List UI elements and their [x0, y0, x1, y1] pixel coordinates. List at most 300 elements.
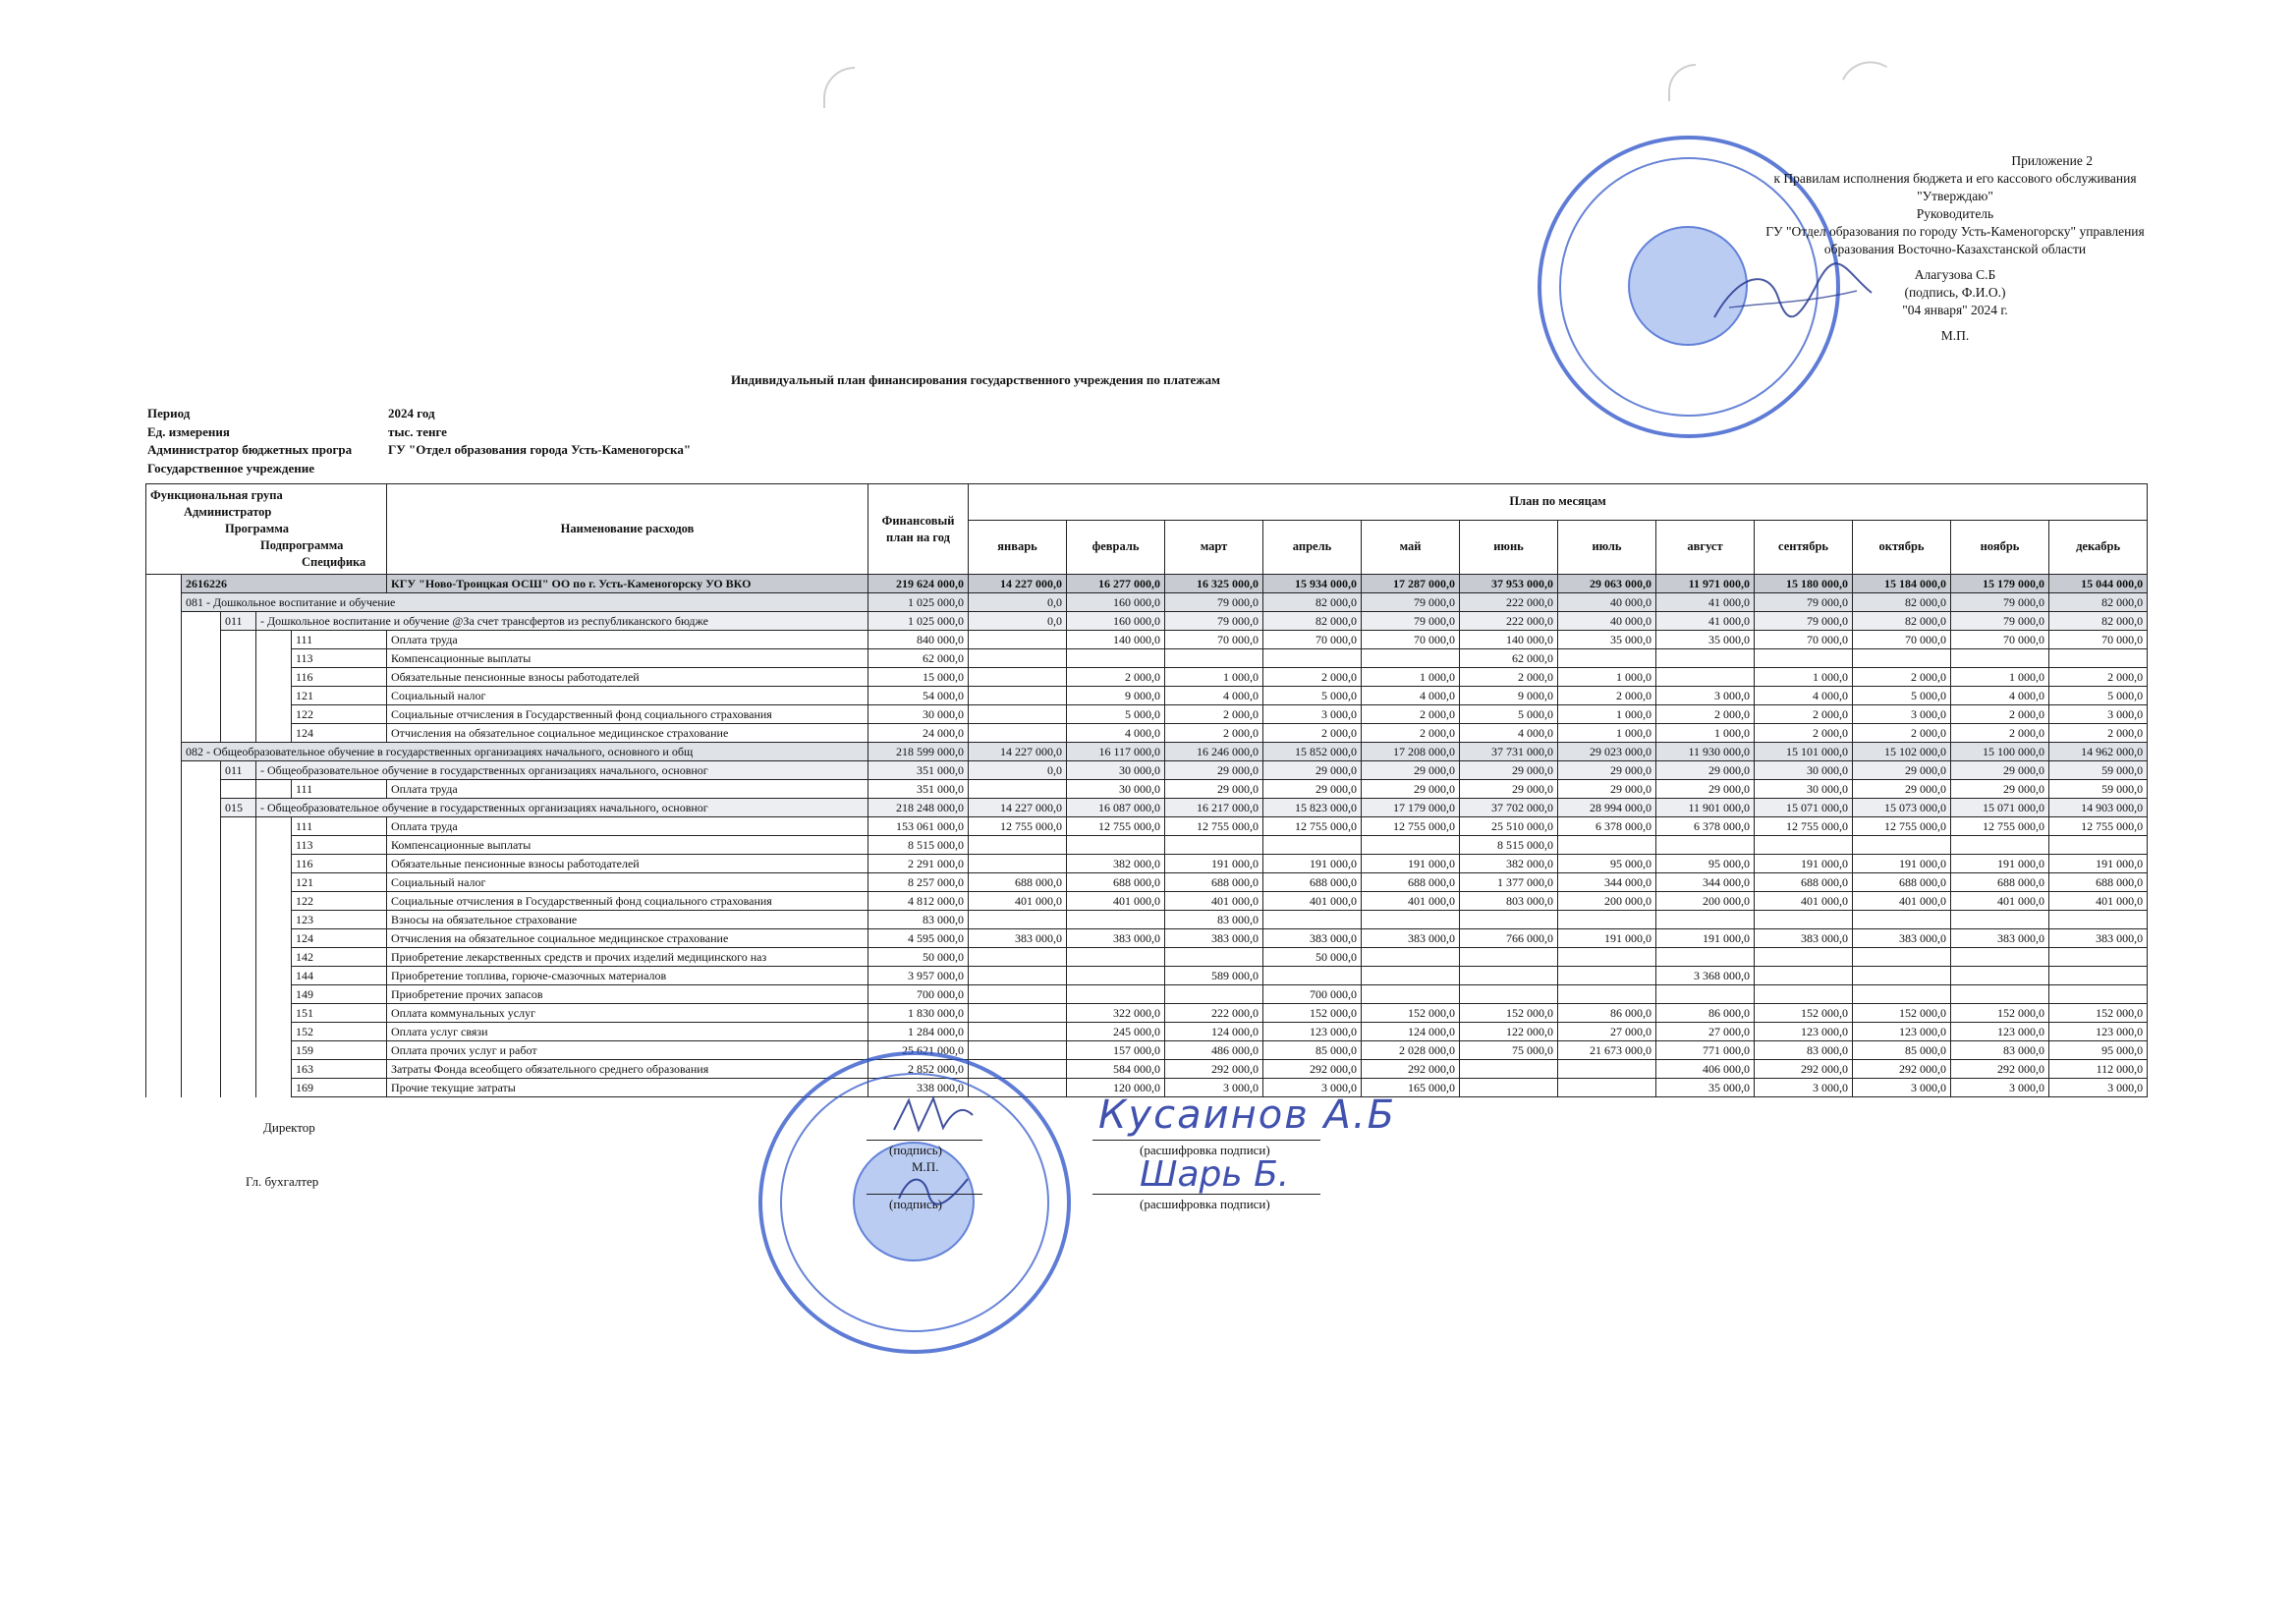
- month-header: апрель: [1263, 520, 1362, 574]
- month-value: [1067, 836, 1165, 855]
- month-value: [969, 668, 1067, 687]
- indent-cell: [146, 743, 182, 761]
- expense-name: Социальный налог: [387, 873, 868, 892]
- indent-cell: [182, 1079, 221, 1097]
- month-value: 95 000,0: [1656, 855, 1755, 873]
- month-value: 3 000,0: [1263, 705, 1362, 724]
- accountant-handwritten-name: Шарь Б.: [1140, 1154, 1290, 1195]
- month-value: [2049, 911, 2148, 929]
- indent-cell: [146, 612, 182, 631]
- expense-name: Приобретение лекарственных средств и прочих изделий медицинского наз: [387, 948, 868, 967]
- month-value: 75 000,0: [1460, 1041, 1558, 1060]
- month-value: 191 000,0: [1656, 929, 1755, 948]
- month-value: [1460, 911, 1558, 929]
- month-value: 292 000,0: [1951, 1060, 2049, 1079]
- indent-cell: [221, 892, 256, 911]
- month-value: [969, 780, 1067, 799]
- month-value: 3 000,0: [1656, 687, 1755, 705]
- month-value: 222 000,0: [1460, 593, 1558, 612]
- month-value: [1558, 967, 1656, 985]
- indent-cell: [256, 929, 292, 948]
- month-value: 29 000,0: [1263, 780, 1362, 799]
- month-value: 191 000,0: [1951, 855, 2049, 873]
- month-value: 123 000,0: [1263, 1023, 1362, 1041]
- month-value: 383 000,0: [1263, 929, 1362, 948]
- expense-name: Оплата услуг связи: [387, 1023, 868, 1041]
- annual-value: 700 000,0: [868, 985, 969, 1004]
- annual-value: 218 248 000,0: [868, 799, 969, 817]
- month-value: 15 852 000,0: [1263, 743, 1362, 761]
- month-value: 15 179 000,0: [1951, 575, 2049, 593]
- month-value: 12 755 000,0: [1165, 817, 1263, 836]
- financing-plan-table: [145, 483, 2148, 1097]
- month-value: 0,0: [969, 761, 1067, 780]
- month-value: [1067, 649, 1165, 668]
- month-value: [1558, 1079, 1656, 1097]
- month-value: 1 000,0: [1362, 668, 1460, 687]
- month-value: 383 000,0: [1951, 929, 2049, 948]
- annual-value: 4 812 000,0: [868, 892, 969, 911]
- month-value: [969, 1023, 1067, 1041]
- indent-cell: [221, 631, 256, 649]
- month-value: 9 000,0: [1460, 687, 1558, 705]
- month-value: [1067, 967, 1165, 985]
- indent-cell: [146, 631, 182, 649]
- indent-cell: [256, 724, 292, 743]
- indent-cell: [256, 948, 292, 967]
- month-value: 688 000,0: [1067, 873, 1165, 892]
- indent-cell: [182, 631, 221, 649]
- code-cell: 011: [221, 612, 256, 631]
- table-row: [146, 631, 2148, 649]
- org-name-cont: образования Восточно-Казахстанской области: [1823, 242, 2087, 256]
- indent-cell: [146, 799, 182, 817]
- code-cell: 149: [292, 985, 387, 1004]
- indent-cell: [221, 836, 256, 855]
- month-value: 37 731 000,0: [1460, 743, 1558, 761]
- month-value: [1755, 649, 1853, 668]
- month-value: 29 000,0: [1951, 780, 2049, 799]
- indent-cell: [256, 1041, 292, 1060]
- month-value: 191 000,0: [1165, 855, 1263, 873]
- annual-value: 24 000,0: [868, 724, 969, 743]
- month-value: 83 000,0: [1755, 1041, 1853, 1060]
- document-title: Индивидуальный план финансирования государственного учреждения по платежам: [730, 372, 1221, 387]
- month-value: 152 000,0: [1263, 1004, 1362, 1023]
- sign-caption: (подпись, Ф.И.О.): [1904, 285, 2006, 300]
- month-value: 152 000,0: [1853, 1004, 1951, 1023]
- month-value: 383 000,0: [1853, 929, 1951, 948]
- code-cell: 142: [292, 948, 387, 967]
- indent-cell: [256, 705, 292, 724]
- code-cell: 113: [292, 836, 387, 855]
- scan-artifact: [1842, 51, 1887, 94]
- code-cell: 111: [292, 817, 387, 836]
- month-value: 2 000,0: [1853, 668, 1951, 687]
- month-value: 35 000,0: [1558, 631, 1656, 649]
- month-value: 344 000,0: [1558, 873, 1656, 892]
- table-row: [146, 873, 2148, 892]
- month-value: 70 000,0: [1853, 631, 1951, 649]
- month-value: 152 000,0: [1951, 1004, 2049, 1023]
- month-value: [969, 836, 1067, 855]
- expense-name: Оплата коммунальных услуг: [387, 1004, 868, 1023]
- month-value: [1067, 911, 1165, 929]
- month-value: 120 000,0: [1067, 1079, 1165, 1097]
- indent-cell: [182, 873, 221, 892]
- annual-value: 25 621 000,0: [868, 1041, 969, 1060]
- month-value: 401 000,0: [1067, 892, 1165, 911]
- month-value: 79 000,0: [1165, 612, 1263, 631]
- appendix-rule: к Правилам исполнения бюджета и его кассового обслуживания: [1773, 171, 2137, 186]
- month-value: 5 000,0: [1853, 687, 1951, 705]
- month-value: 12 755 000,0: [969, 817, 1067, 836]
- month-value: 2 000,0: [2049, 668, 2148, 687]
- indent-cell: [146, 1060, 182, 1079]
- month-value: [1165, 649, 1263, 668]
- month-value: [969, 855, 1067, 873]
- expense-name: - Общеобразовательное обучение в государственных организациях начального, основног: [256, 799, 868, 817]
- month-value: 30 000,0: [1755, 761, 1853, 780]
- month-value: [1951, 967, 2049, 985]
- indent-cell: [182, 668, 221, 687]
- month-value: [1656, 911, 1755, 929]
- annual-value: 3 957 000,0: [868, 967, 969, 985]
- month-value: 15 071 000,0: [1755, 799, 1853, 817]
- month-value: 344 000,0: [1656, 873, 1755, 892]
- indent-cell: [182, 967, 221, 985]
- month-value: 123 000,0: [1853, 1023, 1951, 1041]
- month-value: [1755, 967, 1853, 985]
- table-row: [146, 836, 2148, 855]
- indent-cell: [256, 911, 292, 929]
- expense-name: Компенсационные выплаты: [387, 836, 868, 855]
- month-value: [1067, 985, 1165, 1004]
- indent-cell: [182, 855, 221, 873]
- code-cell: 159: [292, 1041, 387, 1060]
- table-row: [146, 724, 2148, 743]
- indent-cell: [221, 668, 256, 687]
- month-value: 589 000,0: [1165, 967, 1263, 985]
- month-value: 406 000,0: [1656, 1060, 1755, 1079]
- month-value: 35 000,0: [1656, 631, 1755, 649]
- month-value: 16 277 000,0: [1067, 575, 1165, 593]
- month-value: 12 755 000,0: [1853, 817, 1951, 836]
- month-value: [1853, 911, 1951, 929]
- month-value: 1 000,0: [1558, 668, 1656, 687]
- month-value: 4 000,0: [1755, 687, 1853, 705]
- month-value: [969, 687, 1067, 705]
- month-value: 160 000,0: [1067, 593, 1165, 612]
- indent-cell: [256, 817, 292, 836]
- indent-cell: [256, 967, 292, 985]
- indent-cell: [256, 855, 292, 873]
- indent-cell: [146, 836, 182, 855]
- annual-value: 338 000,0: [868, 1079, 969, 1097]
- month-value: 401 000,0: [1165, 892, 1263, 911]
- table-row: [146, 593, 2148, 612]
- month-value: 15 184 000,0: [1853, 575, 1951, 593]
- indent-cell: [146, 649, 182, 668]
- month-value: [969, 1004, 1067, 1023]
- month-value: 152 000,0: [2049, 1004, 2148, 1023]
- month-value: 292 000,0: [1853, 1060, 1951, 1079]
- month-value: [1460, 967, 1558, 985]
- month-value: 29 000,0: [1460, 761, 1558, 780]
- indent-cell: [182, 817, 221, 836]
- month-value: 191 000,0: [1362, 855, 1460, 873]
- expense-name: Социальный налог: [387, 687, 868, 705]
- indent-cell: [221, 1041, 256, 1060]
- expense-name: Социальные отчисления в Государственный фонд социального страхования: [387, 892, 868, 911]
- month-value: [1165, 836, 1263, 855]
- month-value: [1263, 649, 1362, 668]
- table-row: [146, 705, 2148, 724]
- month-value: 11 930 000,0: [1656, 743, 1755, 761]
- annual-value: 218 599 000,0: [868, 743, 969, 761]
- annual-plan-header: Финансовый план на год: [868, 484, 969, 575]
- month-value: 83 000,0: [1951, 1041, 2049, 1060]
- month-header: сентябрь: [1755, 520, 1853, 574]
- month-value: [1362, 649, 1460, 668]
- director-label: Директор: [263, 1120, 315, 1135]
- month-header: июль: [1558, 520, 1656, 574]
- annual-value: 2 852 000,0: [868, 1060, 969, 1079]
- month-value: 1 000,0: [1165, 668, 1263, 687]
- month-value: 86 000,0: [1656, 1004, 1755, 1023]
- month-value: 8 515 000,0: [1460, 836, 1558, 855]
- month-value: 82 000,0: [1263, 612, 1362, 631]
- month-value: 5 000,0: [1460, 705, 1558, 724]
- month-value: 83 000,0: [1165, 911, 1263, 929]
- month-value: 383 000,0: [1755, 929, 1853, 948]
- annual-value: 1 025 000,0: [868, 612, 969, 631]
- indent-cell: [256, 780, 292, 799]
- month-value: 382 000,0: [1067, 855, 1165, 873]
- hierarchy-header: Функциональная група Администратор Программа Подпрограмма Специфика: [146, 484, 387, 575]
- month-value: 4 000,0: [1362, 687, 1460, 705]
- month-value: [1951, 948, 2049, 967]
- month-value: 688 000,0: [1165, 873, 1263, 892]
- month-value: 152 000,0: [1460, 1004, 1558, 1023]
- month-value: 688 000,0: [1362, 873, 1460, 892]
- month-header: август: [1656, 520, 1755, 574]
- month-value: 79 000,0: [1755, 593, 1853, 612]
- org-name: ГУ "Отдел образования по городу Усть-Каменогорску" управления: [1765, 224, 2145, 239]
- month-value: 29 000,0: [1656, 780, 1755, 799]
- month-value: 688 000,0: [1755, 873, 1853, 892]
- month-value: [1067, 948, 1165, 967]
- month-value: 17 287 000,0: [1362, 575, 1460, 593]
- indent-cell: [146, 1079, 182, 1097]
- table-row: [146, 1079, 2148, 1097]
- month-value: 191 000,0: [1263, 855, 1362, 873]
- table-row: [146, 911, 2148, 929]
- indent-cell: [221, 967, 256, 985]
- month-value: 29 000,0: [1460, 780, 1558, 799]
- month-value: 79 000,0: [1362, 612, 1460, 631]
- month-value: [969, 985, 1067, 1004]
- table-row: [146, 1004, 2148, 1023]
- month-value: 30 000,0: [1067, 761, 1165, 780]
- month-value: [1362, 911, 1460, 929]
- month-value: 191 000,0: [1558, 929, 1656, 948]
- month-value: 95 000,0: [2049, 1041, 2148, 1060]
- month-value: 82 000,0: [2049, 612, 2148, 631]
- month-value: 15 823 000,0: [1263, 799, 1362, 817]
- accountant-label: Гл. бухгалтер: [246, 1174, 319, 1189]
- month-header: ноябрь: [1951, 520, 2049, 574]
- month-value: 2 000,0: [1362, 705, 1460, 724]
- month-value: 70 000,0: [1951, 631, 2049, 649]
- month-value: [1558, 1060, 1656, 1079]
- month-value: [1263, 836, 1362, 855]
- annual-value: 4 595 000,0: [868, 929, 969, 948]
- month-value: 1 000,0: [1558, 724, 1656, 743]
- code-cell: 122: [292, 705, 387, 724]
- month-value: 25 510 000,0: [1460, 817, 1558, 836]
- month-value: [2049, 948, 2148, 967]
- month-value: [1362, 948, 1460, 967]
- indent-cell: [146, 817, 182, 836]
- indent-cell: [221, 911, 256, 929]
- month-value: 1 000,0: [1951, 668, 2049, 687]
- expense-name: Компенсационные выплаты: [387, 649, 868, 668]
- month-value: [1853, 649, 1951, 668]
- month-value: 15 102 000,0: [1853, 743, 1951, 761]
- annual-value: 351 000,0: [868, 761, 969, 780]
- indent-cell: [256, 1004, 292, 1023]
- month-value: [969, 649, 1067, 668]
- expense-name: Оплата труда: [387, 631, 868, 649]
- table-row: [146, 817, 2148, 836]
- director-handwritten-name: Кусаинов А.Б: [1098, 1092, 1397, 1138]
- indent-cell: [146, 724, 182, 743]
- month-value: [1755, 911, 1853, 929]
- expense-name: Оплата труда: [387, 817, 868, 836]
- month-value: 50 000,0: [1263, 948, 1362, 967]
- month-value: [1558, 836, 1656, 855]
- month-value: 3 000,0: [1853, 1079, 1951, 1097]
- month-value: 383 000,0: [1067, 929, 1165, 948]
- indent-cell: [146, 575, 182, 593]
- month-value: 16 087 000,0: [1067, 799, 1165, 817]
- table-row: [146, 687, 2148, 705]
- month-value: 157 000,0: [1067, 1041, 1165, 1060]
- indent-cell: [146, 948, 182, 967]
- table-row: [146, 668, 2148, 687]
- indent-cell: [182, 649, 221, 668]
- month-value: 27 000,0: [1656, 1023, 1755, 1041]
- annual-value: 15 000,0: [868, 668, 969, 687]
- table-row: [146, 761, 2148, 780]
- month-value: 11 901 000,0: [1656, 799, 1755, 817]
- month-value: 70 000,0: [1362, 631, 1460, 649]
- indent-cell: [221, 873, 256, 892]
- month-value: [1656, 649, 1755, 668]
- indent-cell: [256, 1079, 292, 1097]
- expense-name: Обязательные пенсионные взносы работодателей: [387, 668, 868, 687]
- head-name: Алагузова С.Б: [1914, 267, 1996, 282]
- month-value: 29 000,0: [1853, 761, 1951, 780]
- month-value: 200 000,0: [1656, 892, 1755, 911]
- month-value: 123 000,0: [1755, 1023, 1853, 1041]
- director-decode-caption: (расшифровка подписи): [1140, 1143, 1270, 1157]
- month-value: 401 000,0: [2049, 892, 2148, 911]
- table-row: [146, 1023, 2148, 1041]
- annual-value: 1 284 000,0: [868, 1023, 969, 1041]
- indent-cell: [182, 836, 221, 855]
- month-value: [1263, 911, 1362, 929]
- month-value: 2 000,0: [1263, 724, 1362, 743]
- month-value: [1362, 836, 1460, 855]
- month-value: 79 000,0: [1951, 593, 2049, 612]
- accountant-decode-caption: (расшифровка подписи): [1140, 1197, 1270, 1211]
- indent-cell: [146, 855, 182, 873]
- month-value: [2049, 649, 2148, 668]
- table-row: [146, 948, 2148, 967]
- annual-value: 54 000,0: [868, 687, 969, 705]
- month-value: [1951, 649, 2049, 668]
- indent-cell: [256, 985, 292, 1004]
- indent-cell: [256, 836, 292, 855]
- month-value: 5 000,0: [1263, 687, 1362, 705]
- month-value: 29 000,0: [1362, 780, 1460, 799]
- month-value: 2 000,0: [1656, 705, 1755, 724]
- month-value: 14 227 000,0: [969, 575, 1067, 593]
- expense-name: Взносы на обязательное страхование: [387, 911, 868, 929]
- month-value: 200 000,0: [1558, 892, 1656, 911]
- table-row: [146, 743, 2148, 761]
- expense-name: Социальные отчисления в Государственный фонд социального страхования: [387, 705, 868, 724]
- month-value: [1165, 985, 1263, 1004]
- month-value: 191 000,0: [2049, 855, 2148, 873]
- month-value: 40 000,0: [1558, 593, 1656, 612]
- month-value: 1 377 000,0: [1460, 873, 1558, 892]
- month-value: 245 000,0: [1067, 1023, 1165, 1041]
- month-value: 29 000,0: [1558, 780, 1656, 799]
- month-value: 124 000,0: [1362, 1023, 1460, 1041]
- month-value: 11 971 000,0: [1656, 575, 1755, 593]
- table-row: [146, 892, 2148, 911]
- indent-cell: [256, 1023, 292, 1041]
- month-value: 82 000,0: [1263, 593, 1362, 612]
- month-value: 688 000,0: [969, 873, 1067, 892]
- code-cell: 011: [221, 761, 256, 780]
- month-value: 15 044 000,0: [2049, 575, 2148, 593]
- month-value: 29 000,0: [1853, 780, 1951, 799]
- annual-value: 83 000,0: [868, 911, 969, 929]
- month-value: 16 217 000,0: [1165, 799, 1263, 817]
- month-value: 16 325 000,0: [1165, 575, 1263, 593]
- indent-cell: [146, 1023, 182, 1041]
- month-value: [1460, 948, 1558, 967]
- month-value: 2 000,0: [1263, 668, 1362, 687]
- month-value: 771 000,0: [1656, 1041, 1755, 1060]
- director-sign-caption: (подпись): [889, 1143, 942, 1157]
- month-value: 82 000,0: [2049, 593, 2148, 612]
- indent-cell: [146, 873, 182, 892]
- month-value: 14 227 000,0: [969, 743, 1067, 761]
- month-value: [1853, 985, 1951, 1004]
- month-value: 401 000,0: [1263, 892, 1362, 911]
- table-row: [146, 929, 2148, 948]
- indent-cell: [182, 1060, 221, 1079]
- month-value: 5 000,0: [2049, 687, 2148, 705]
- indent-cell: [146, 911, 182, 929]
- month-value: 2 000,0: [1558, 687, 1656, 705]
- month-value: 85 000,0: [1263, 1041, 1362, 1060]
